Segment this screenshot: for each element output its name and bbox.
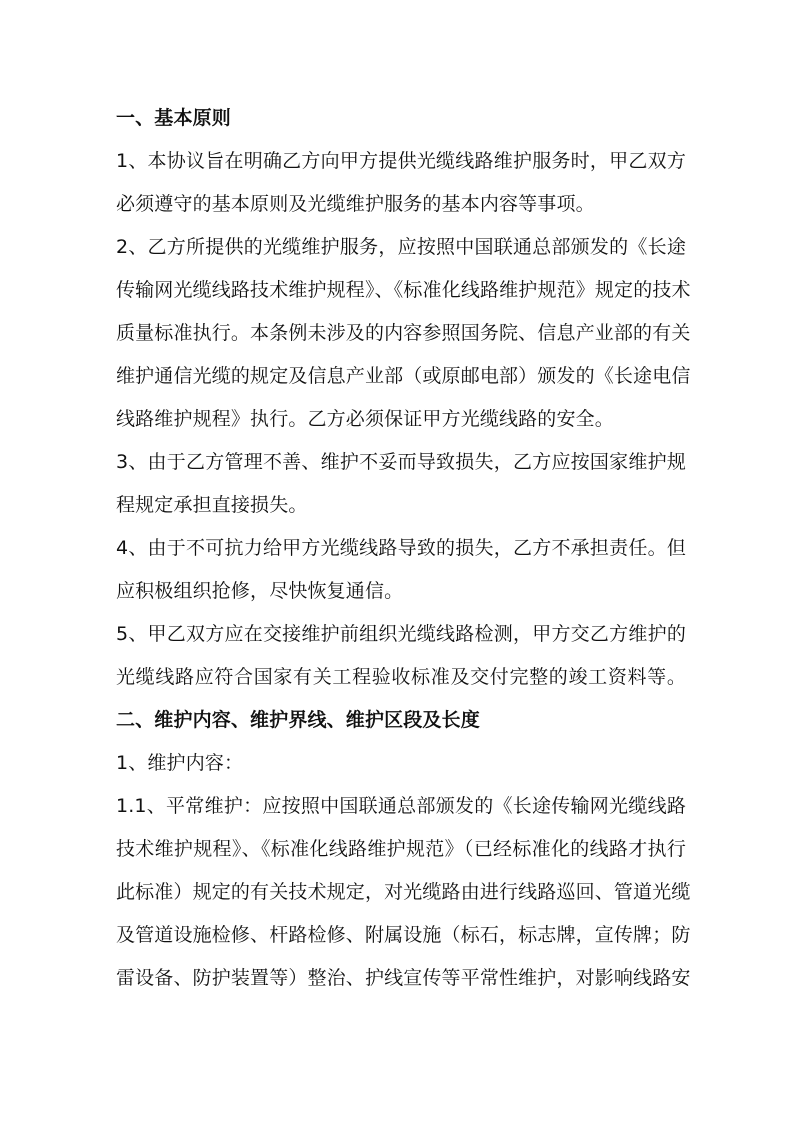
section-heading-maintenance-content: 二、维护内容、维护界线、维护区段及长度 <box>116 709 480 731</box>
paragraph-line-9: 程规定承担直接损失。 <box>116 494 308 516</box>
paragraph-line-19: 及管道设施检修、杆路检修、附属设施（标石，标志牌，宣传牌；防 <box>116 924 691 946</box>
paragraph-line-4: 传输网光缆线路技术维护规程》、《标准化线路维护规范》规定的技术 <box>116 279 691 301</box>
paragraph-line-5: 质量标准执行。本条例未涉及的内容参照国务院、信息产业部的有关 <box>116 322 691 344</box>
paragraph-line-2: 必须遵守的基本原则及光缆维护服务的基本内容等事项。 <box>116 193 595 215</box>
paragraph-line-13: 光缆线路应符合国家有关工程验收标准及交付完整的竣工资料等。 <box>116 666 686 688</box>
paragraph-line-6: 维护通信光缆的规定及信息产业部（或原邮电部）颁发的《长途电信 <box>116 365 691 387</box>
paragraph-line-17: 技术维护规程》、《标准化线路维护规范》（已经标准化的线路才执行 <box>116 838 686 860</box>
paragraph-line-7: 线路维护规程》执行。乙方必须保证甲方光缆线路的安全。 <box>116 408 614 430</box>
paragraph-line-18: 此标准）规定的有关技术规定，对光缆路由进行线路巡回、管道光缆 <box>116 881 691 903</box>
paragraph-line-3: 2、乙方所提供的光缆维护服务，应按照中国联通总部颁发的《长途 <box>116 236 686 258</box>
subheading-maintenance-content: 1、维护内容： <box>116 752 244 774</box>
document-body <box>116 98 691 1001</box>
paragraph-line-16: 1.1、平常维护：应按照中国联通总部颁发的《长途传输网光缆线路 <box>116 795 686 817</box>
paragraph-line-12: 5、甲乙双方应在交接维护前组织光缆线路检测，甲方交乙方维护的 <box>116 623 686 645</box>
paragraph-line-8: 3、由于乙方管理不善、维护不妥而导致损失，乙方应按国家维护规 <box>116 451 686 473</box>
section-heading-basic-principles: 一、基本原则 <box>116 107 231 129</box>
paragraph-line-11: 应积极组织抢修，尽快恢复通信。 <box>116 580 404 602</box>
paragraph-line-1: 1、本协议旨在明确乙方向甲方提供光缆线路维护服务时，甲乙双方 <box>116 150 686 172</box>
paragraph-line-20: 雷设备、防护装置等）整治、护线宣传等平常性维护，对影响线路安 <box>116 967 691 989</box>
paragraph-line-10: 4、由于不可抗力给甲方光缆线路导致的损失，乙方不承担责任。但 <box>116 537 686 559</box>
